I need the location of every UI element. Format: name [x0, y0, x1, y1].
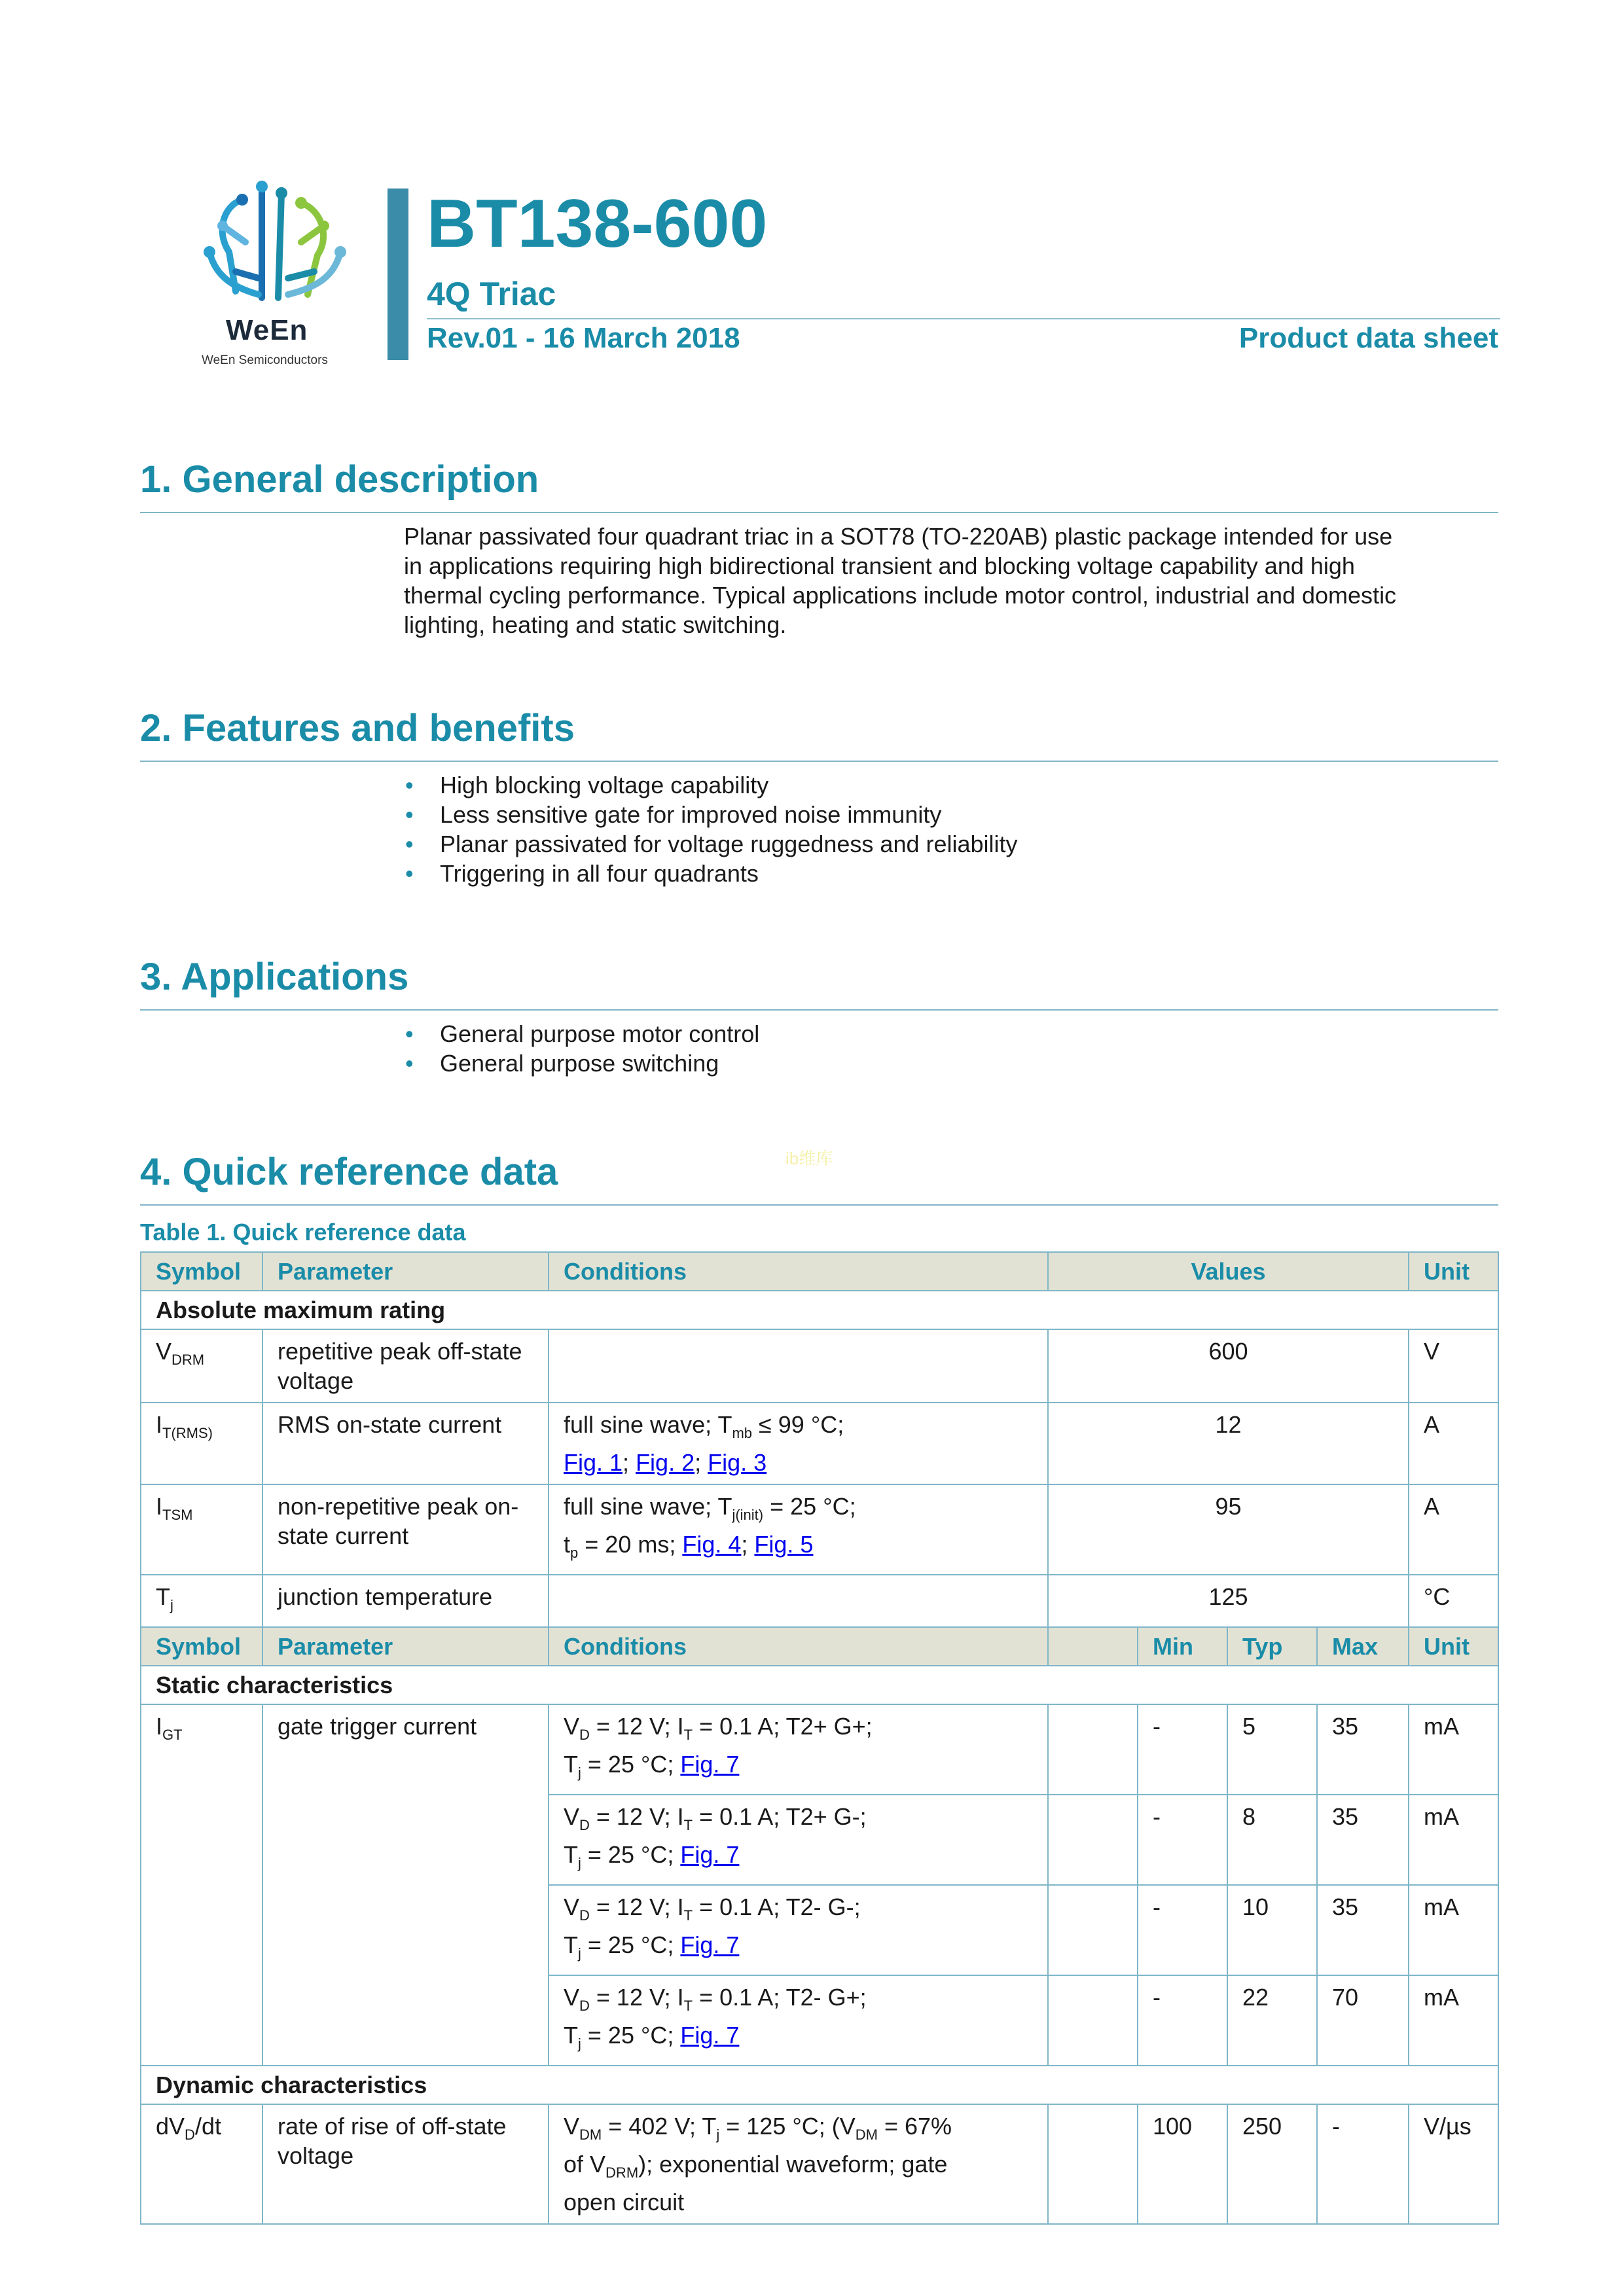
col-parameter: Parameter	[262, 1627, 549, 1666]
watermark: ib维库	[785, 1149, 833, 1168]
fig-3-link[interactable]: Fig. 3	[708, 1449, 767, 1476]
group-dynamic: Dynamic characteristics	[141, 2066, 1498, 2104]
fig-7-link[interactable]: Fig. 7	[680, 2022, 740, 2049]
col-conditions: Conditions	[549, 1252, 1048, 1291]
general-description-text: Planar passivated four quadrant triac in a SOT78 (TO-220AB) plastic package intended for use in applications requiring high bidirectional transient and blocking voltage capability and high thermal cycling performance. Typical applications include motor control, industrial and domestic lighting, heating and static switching.	[404, 523, 1397, 638]
value-cell: 600	[1048, 1329, 1409, 1403]
fig-2-link[interactable]: Fig. 2	[636, 1449, 695, 1476]
table-header-row	[141, 1252, 1498, 1291]
unit-cell: mA	[1409, 1704, 1498, 1795]
symbol-cell: $T_j$	[141, 1575, 262, 1627]
table-row	[141, 1484, 1498, 1575]
group-absolute-max: Absolute maximum rating	[141, 1291, 1498, 1329]
min-cell: -	[1138, 1975, 1227, 2066]
min-cell: -	[1138, 1885, 1227, 1975]
bullet-icon: •	[405, 1020, 414, 1047]
unit-cell: A	[1409, 1484, 1498, 1575]
conditions-cell: $V_D = 12$ V; $I_T = 0.1$ A; T2+ G-; $T_j = 25$ °C; Fig. 7	[549, 1795, 1048, 1885]
typ-cell: 250	[1227, 2104, 1317, 2224]
col-values: Values	[1048, 1252, 1409, 1291]
bullet-icon: •	[405, 772, 414, 798]
table-row	[141, 1666, 1498, 1704]
fig-7-link[interactable]: Fig. 7	[680, 1841, 740, 1868]
conditions-cell	[549, 1575, 1048, 1627]
section-title-quickref: 4. Quick reference data	[140, 1151, 558, 1193]
table-row	[141, 1329, 1498, 1403]
table-row	[141, 2066, 1498, 2104]
parameter-cell: gate trigger current	[262, 1704, 549, 2066]
product-type: 4Q Triac	[427, 276, 556, 312]
bullet-icon: •	[405, 801, 414, 828]
logo-wordmark: WeEn	[226, 314, 308, 346]
col-min: Min	[1138, 1627, 1227, 1666]
blank-cell	[1048, 2104, 1138, 2224]
section-rule	[140, 1009, 1498, 1011]
typ-cell: 10	[1227, 1885, 1317, 1975]
unit-cell: mA	[1409, 1795, 1498, 1885]
list-item: • High blocking voltage capability	[405, 772, 769, 798]
header-accent-bar	[388, 188, 408, 360]
table-row	[141, 1291, 1498, 1329]
col-typ: Typ	[1227, 1627, 1317, 1666]
section-rule	[140, 761, 1498, 762]
applications-list	[404, 1019, 759, 1078]
typ-cell: 8	[1227, 1795, 1317, 1885]
unit-cell: A	[1409, 1403, 1498, 1484]
fig-1-link[interactable]: Fig. 1	[564, 1449, 623, 1476]
list-item: • Triggering in all four quadrants	[405, 860, 759, 887]
unit-cell: mA	[1409, 1975, 1498, 2066]
max-cell: 35	[1317, 1795, 1409, 1885]
section-rule	[140, 1204, 1498, 1206]
fig-4-link[interactable]: Fig. 4	[682, 1531, 742, 1558]
max-cell: 35	[1317, 1885, 1409, 1975]
blank-cell	[1048, 1795, 1138, 1885]
min-cell: -	[1138, 1795, 1227, 1885]
table-header-row	[141, 1627, 1498, 1666]
fig-7-link[interactable]: Fig. 7	[680, 1931, 740, 1958]
list-item: • Less sensitive gate for improved noise immunity	[405, 801, 942, 828]
blank-cell	[1048, 1885, 1138, 1975]
table-row	[141, 1403, 1498, 1484]
min-cell: -	[1138, 1704, 1227, 1795]
conditions-cell: full sine wave; $T_{j(init)} = 25$ °C; $t_p = 20$ ms; Fig. 4; Fig. 5	[549, 1484, 1048, 1575]
unit-cell: °C	[1409, 1575, 1498, 1627]
fig-7-link[interactable]: Fig. 7	[680, 1751, 740, 1778]
col-blank	[1048, 1627, 1138, 1666]
blank-cell	[1048, 1975, 1138, 2066]
bullet-icon: •	[405, 831, 414, 857]
group-static: Static characteristics	[141, 1666, 1498, 1704]
blank-cell	[1048, 1704, 1138, 1795]
conditions-cell: $V_D = 12$ V; $I_T = 0.1$ A; T2- G-; $T_j = 25$ °C; Fig. 7	[549, 1885, 1048, 1975]
list-item: • General purpose switching	[405, 1050, 719, 1077]
table-row	[141, 1575, 1498, 1627]
col-symbol: Symbol	[141, 1252, 262, 1291]
unit-cell: V/µs	[1409, 2104, 1498, 2224]
max-cell: 35	[1317, 1704, 1409, 1795]
table-row	[141, 1704, 1498, 1795]
quick-reference-table	[140, 1251, 1499, 2225]
parameter-cell: junction temperature	[262, 1575, 549, 1627]
bullet-icon: •	[405, 1050, 414, 1077]
symbol-cell: $I_{GT}$	[141, 1704, 262, 2066]
col-unit: Unit	[1409, 1627, 1498, 1666]
conditions-cell: full sine wave; $T_{mb} \le 99$ °C; Fig. 1; Fig. 2; Fig. 3	[549, 1403, 1048, 1484]
col-parameter: Parameter	[262, 1252, 549, 1291]
fig-5-link[interactable]: Fig. 5	[754, 1531, 814, 1558]
value-cell: 95	[1048, 1484, 1409, 1575]
symbol-cell: $V_{DRM}$	[141, 1329, 262, 1403]
section-title-features: 2. Features and benefits	[140, 707, 575, 749]
list-item: • General purpose motor control	[405, 1020, 760, 1047]
unit-cell: V	[1409, 1329, 1498, 1403]
doc-type: Product data sheet	[1238, 322, 1498, 354]
logo-subtitle: WeEn Semiconductors	[202, 353, 328, 367]
col-unit: Unit	[1409, 1252, 1498, 1291]
conditions-cell: $V_{DM} = 402$ V; $T_j = 125$ °C; ($V_{DM} = 67\%$ of $V_{DRM}$); exponential waveform; gate open circuit	[549, 2104, 1048, 2224]
conditions-cell: $V_D = 12$ V; $I_T = 0.1$ A; T2+ G+; $T_j = 25$ °C; Fig. 7	[549, 1704, 1048, 1795]
typ-cell: 22	[1227, 1975, 1317, 2066]
typ-cell: 5	[1227, 1704, 1317, 1795]
parameter-cell: non-repetitive peak on-state current	[262, 1484, 549, 1575]
max-cell: -	[1317, 2104, 1409, 2224]
table-caption: Table 1. Quick reference data	[140, 1219, 466, 1246]
min-cell: 100	[1138, 2104, 1227, 2224]
conditions-cell	[549, 1329, 1048, 1403]
section-title-general: 1. General description	[140, 458, 539, 501]
header-rule	[427, 318, 1500, 319]
symbol-cell: $I_{TSM}$	[141, 1484, 262, 1575]
features-list	[404, 770, 1018, 888]
product-name: BT138-600	[427, 186, 768, 262]
col-max: Max	[1317, 1627, 1409, 1666]
col-symbol: Symbol	[141, 1627, 262, 1666]
table-row	[141, 2104, 1498, 2224]
conditions-cell: $V_D = 12$ V; $I_T = 0.1$ A; T2- G+; $T_j = 25$ °C; Fig. 7	[549, 1975, 1048, 2066]
parameter-cell: rate of rise of off-state voltage	[262, 2104, 549, 2224]
list-item: • Planar passivated for voltage ruggedness and reliability	[405, 831, 1018, 857]
value-cell: 12	[1048, 1403, 1409, 1484]
revision: Rev.01 - 16 March 2018	[427, 322, 740, 354]
parameter-cell: RMS on-state current	[262, 1403, 549, 1484]
section-rule	[140, 512, 1498, 513]
max-cell: 70	[1317, 1975, 1409, 2066]
symbol-cell: $I_{T(RMS)}$	[141, 1403, 262, 1484]
value-cell: 125	[1048, 1575, 1409, 1627]
unit-cell: mA	[1409, 1885, 1498, 1975]
parameter-cell: repetitive peak off-state voltage	[262, 1329, 549, 1403]
bullet-icon: •	[405, 860, 414, 887]
symbol-cell: $dV_D/dt$	[141, 2104, 262, 2224]
section-title-applications: 3. Applications	[140, 956, 409, 998]
col-conditions: Conditions	[549, 1627, 1048, 1666]
